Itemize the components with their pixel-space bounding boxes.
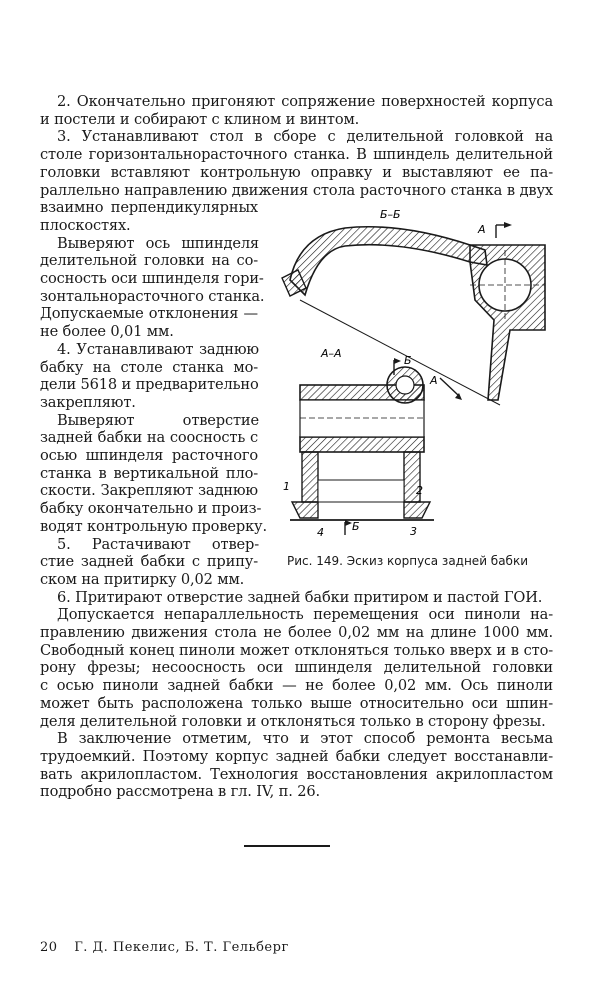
text-line: столе горизонтальнорасточного станка. В шпиндель делительной xyxy=(40,146,553,164)
text-line: В заключение отметим, что и этот способ ремонта весьма xyxy=(57,730,553,748)
text-line: 4. Устанавливают заднюю xyxy=(57,340,259,358)
callout-1: 1 xyxy=(283,480,290,493)
text-line: станка в вертикальной пло- xyxy=(40,464,258,482)
text-line: 5. Растачивают отвер- xyxy=(57,535,259,553)
text-line: осью шпинделя расточного xyxy=(40,447,258,464)
text-line: задней бабки на соосность с xyxy=(40,429,258,447)
figure-caption: Рис. 149. Эскиз корпуса задней бабки xyxy=(287,554,529,568)
text-line: делительной головки на со- xyxy=(40,252,258,270)
section-divider xyxy=(244,845,330,847)
text-line: плоскостях. xyxy=(40,216,131,234)
text-line: деля делительной головки и отклоняться только в сторону фрезы. xyxy=(40,712,546,730)
text-line: Свободный конец пиноли может отклоняться только вверх и в сто- xyxy=(40,641,553,659)
text-line: бабку окончательно и произ- xyxy=(40,500,262,518)
text-line: бабку на столе станка мо- xyxy=(40,358,258,376)
label-mark-b-top: Б xyxy=(404,354,412,367)
text-line: 2. Окончательно пригоняют сопряжение поверхностей корпуса xyxy=(57,93,553,110)
text-line: стие задней бабки с припу- xyxy=(40,553,258,571)
callout-4: 4 xyxy=(317,526,324,539)
label-mark-b-bottom: Б xyxy=(352,520,360,533)
text-line: зонтальнорасточного станка. xyxy=(40,287,265,305)
text-line: Допускаемые отклонения — xyxy=(40,305,258,323)
text-line: взаимно перпендикулярных xyxy=(40,199,258,217)
text-line: вать акрилопластом. Технология восстановления акрилопластом xyxy=(40,765,553,783)
text-line: не более 0,01 мм. xyxy=(40,323,174,341)
text-line: может быть расположена только выше относительно оси шпин- xyxy=(40,694,553,712)
text-line: головки вставляют контрольную оправку и выставляют ее па- xyxy=(40,163,553,181)
page-number: 20 xyxy=(40,940,58,955)
text-line: водят контрольную проверку. xyxy=(40,517,267,535)
text-line: закрепляют. xyxy=(40,393,136,411)
figure-tailstock-sketch xyxy=(270,198,570,548)
text-line: правлению движения стола не более 0,02 мм на длине 1000 мм. xyxy=(40,624,553,641)
text-line: и постели и собирают с клином и винтом. xyxy=(40,110,360,128)
text-line: подробно рассмотрена в гл. IV, п. 26. xyxy=(40,783,320,801)
text-line: рону фрезы; несоосность оси шпинделя делительной головки xyxy=(40,659,553,677)
text-line: скости. Закрепляют заднюю xyxy=(40,482,258,500)
label-mark-a-bottom: А xyxy=(430,374,438,387)
text-line: сосность оси шпинделя гори- xyxy=(40,270,264,287)
text-line: Допускается непараллельность перемещения оси пиноли на- xyxy=(57,606,553,624)
text-line: с осью пиноли задней бабки — не более 0,02 мм. Ось пиноли xyxy=(40,677,553,695)
text-line: Выверяют ось шпинделя xyxy=(57,234,259,252)
section-aa-drawing xyxy=(290,358,434,535)
text-line: раллельно направлению движения стола расточного станка в двух xyxy=(40,181,553,199)
text-line: Выверяют отверстие xyxy=(57,411,259,429)
label-section-bb: Б–Б xyxy=(380,208,401,221)
label-section-aa: А–А xyxy=(321,347,342,360)
text-line: ском на притирку 0,02 мм. xyxy=(40,570,245,588)
label-mark-a-top: А xyxy=(478,223,486,236)
authors: Г. Д. Пекелис, Б. Т. Гельберг xyxy=(74,940,289,955)
text-line: 3. Устанавливают стол в сборе с делительной головкой на xyxy=(57,128,553,146)
callout-3: 3 xyxy=(410,525,417,538)
text-line: трудоемкий. Поэтому корпус задней бабки следует восстанавли- xyxy=(40,747,553,765)
callout-2: 2 xyxy=(416,484,423,497)
page-footer xyxy=(40,940,289,955)
text-line: 6. Притирают отверстие задней бабки притиром и пастой ГОИ. xyxy=(57,588,543,606)
text-line: дели 5618 и предварительно xyxy=(40,376,259,394)
